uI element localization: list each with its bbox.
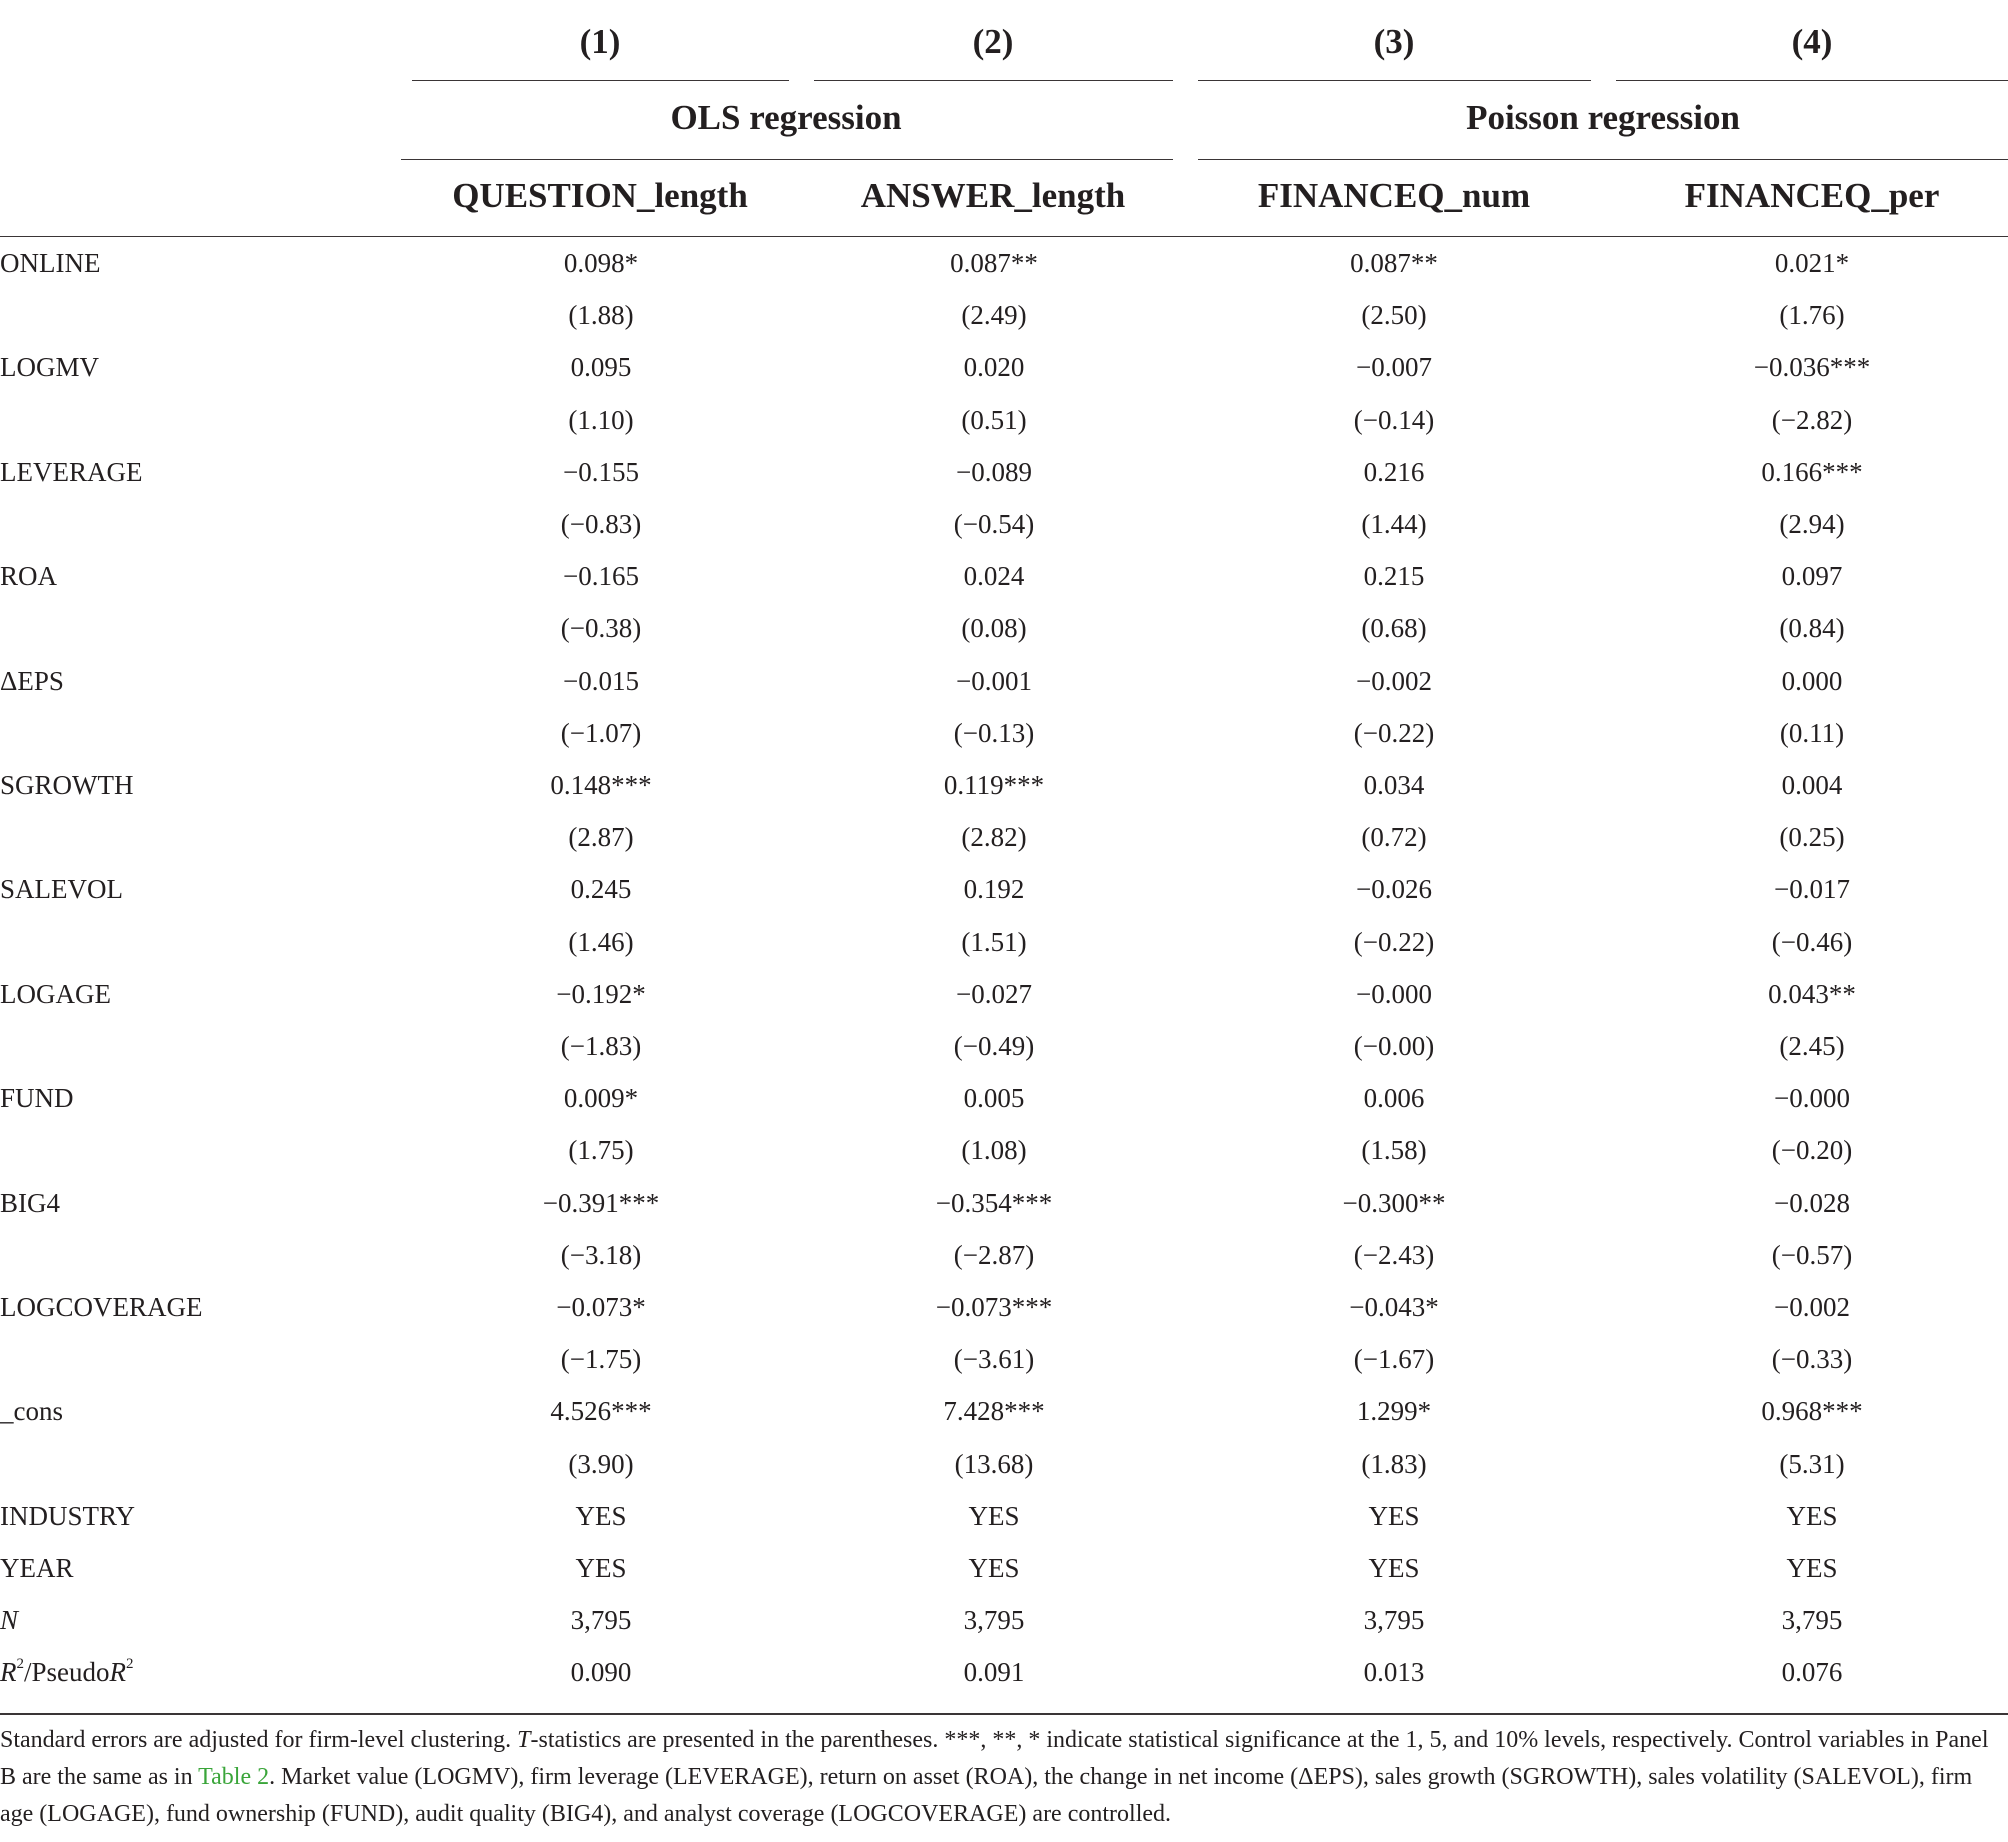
note-text-2: -statistics are presented in the parentheses. ***, **, * indicate statistical significance at the 1, 5, and 10% levels, respectively. Control variables in Panel B are the same as in bbox=[0, 1727, 1989, 1790]
table-cell: 0.968*** bbox=[1761, 1396, 1863, 1427]
table-row bbox=[0, 446, 2008, 498]
row-label: SGROWTH bbox=[0, 770, 134, 800]
table-cell: (13.68) bbox=[954, 1448, 1034, 1479]
table-row bbox=[0, 655, 2008, 707]
table-row bbox=[0, 1124, 2008, 1176]
table-cell: −0.354*** bbox=[935, 1187, 1053, 1218]
table-cell: −0.002 bbox=[1356, 665, 1432, 696]
table-row bbox=[0, 811, 2008, 863]
table-cell: 0.091 bbox=[963, 1657, 1025, 1688]
row-label: LOGCOVERAGE bbox=[0, 1292, 203, 1322]
table-cell: −0.155 bbox=[563, 456, 639, 487]
table-row bbox=[0, 1229, 2008, 1281]
rule-poisson bbox=[1198, 159, 2008, 160]
table-cell: YES bbox=[1786, 1553, 1838, 1583]
table-cell: −0.000 bbox=[1774, 1083, 1850, 1114]
table-row bbox=[0, 1281, 2008, 1333]
table-cell: 0.095 bbox=[570, 352, 632, 383]
rule-col4 bbox=[1616, 80, 2008, 81]
table-row bbox=[0, 863, 2008, 915]
table-cell: (0.51) bbox=[961, 404, 1027, 435]
r2-label-part: R bbox=[0, 1657, 17, 1688]
column-number-3: (3) bbox=[1373, 22, 1415, 61]
table-row bbox=[0, 1594, 2008, 1646]
column-number-4: (4) bbox=[1791, 22, 1833, 61]
table-cell: 0.009* bbox=[563, 1083, 639, 1114]
table-row bbox=[0, 1385, 2008, 1437]
table-row bbox=[0, 707, 2008, 759]
table-cell: −0.007 bbox=[1356, 352, 1432, 383]
column-number-1: (1) bbox=[579, 22, 621, 61]
table-cell: (1.44) bbox=[1361, 509, 1427, 539]
table-cell: 3,795 bbox=[1363, 1605, 1425, 1636]
table-cell: (−1.83) bbox=[560, 1031, 642, 1061]
table-cell: (2.49) bbox=[961, 300, 1027, 331]
table-cell: (−0.57) bbox=[1771, 1239, 1853, 1270]
table-cell: (−0.22) bbox=[1353, 926, 1435, 957]
table-cell: YES bbox=[1786, 1500, 1838, 1531]
table-cell: (−0.14) bbox=[1353, 404, 1435, 435]
table-cell: 0.013 bbox=[1363, 1657, 1425, 1688]
table-cell: 3,795 bbox=[963, 1605, 1025, 1636]
table-row bbox=[0, 1438, 2008, 1490]
table-cell: −0.073* bbox=[556, 1292, 646, 1322]
table-cell: 0.215 bbox=[1363, 561, 1425, 592]
table-row bbox=[0, 341, 2008, 393]
table-cell: (3.90) bbox=[568, 1448, 634, 1479]
table-cell: −0.026 bbox=[1356, 874, 1432, 905]
table-cell: (−1.07) bbox=[560, 717, 642, 748]
table-cell: (−0.33) bbox=[1771, 1344, 1853, 1375]
r2-label-part: 2 bbox=[16, 1656, 24, 1673]
table-cell: (−3.61) bbox=[953, 1344, 1035, 1375]
table-row bbox=[0, 550, 2008, 602]
row-label: INDUSTRY bbox=[0, 1500, 136, 1531]
table-row bbox=[0, 759, 2008, 811]
row-label: ROA bbox=[0, 561, 58, 592]
table-cell: (−2.43) bbox=[1353, 1239, 1435, 1270]
column-header-financeq-num: FINANCEQ_num bbox=[1257, 176, 1531, 215]
table-row bbox=[0, 237, 2008, 289]
table-cell: −0.015 bbox=[563, 665, 639, 696]
table-cell: (1.88) bbox=[568, 300, 634, 331]
row-label: ONLINE bbox=[0, 248, 101, 278]
table-cell: (1.76) bbox=[1779, 300, 1845, 331]
table-cell: 0.097 bbox=[1781, 561, 1843, 592]
table-cell: YES bbox=[968, 1500, 1020, 1531]
table-cell: 0.034 bbox=[1363, 770, 1425, 800]
table-cell: (−0.22) bbox=[1353, 717, 1435, 748]
table-cell: YES bbox=[1368, 1500, 1420, 1531]
row-label: N bbox=[0, 1605, 19, 1636]
table-cell: (2.94) bbox=[1779, 509, 1845, 539]
table-cell: YES bbox=[575, 1553, 627, 1583]
table-cell: (1.83) bbox=[1361, 1448, 1427, 1479]
column-header-answer-length: ANSWER_length bbox=[860, 176, 1126, 215]
table-cell: −0.391*** bbox=[542, 1187, 660, 1218]
table-cell: −0.192* bbox=[556, 978, 646, 1009]
table-cell: (−0.38) bbox=[560, 613, 642, 644]
row-label: FUND bbox=[0, 1083, 74, 1114]
table-row bbox=[0, 1072, 2008, 1124]
table-cell: 4.526*** bbox=[550, 1396, 652, 1427]
table-row bbox=[0, 498, 2008, 550]
table-cell: −0.089 bbox=[956, 456, 1032, 487]
table-cell: 0.087** bbox=[950, 248, 1038, 278]
table-cell: (−3.18) bbox=[560, 1239, 642, 1270]
table-cell: (−2.82) bbox=[1771, 404, 1853, 435]
column-number-2: (2) bbox=[972, 22, 1014, 61]
table-cell: YES bbox=[968, 1553, 1020, 1583]
rule-col2 bbox=[814, 80, 1173, 81]
table-cell: 0.119*** bbox=[943, 770, 1045, 800]
row-label: LOGMV bbox=[0, 352, 99, 383]
note-t-italic: T bbox=[517, 1727, 531, 1753]
r2-label-part: 2 bbox=[126, 1656, 134, 1673]
table-cell: 0.192 bbox=[963, 874, 1025, 905]
table-row-r2 bbox=[0, 1646, 2008, 1698]
table-row bbox=[0, 916, 2008, 968]
table-row bbox=[0, 1333, 2008, 1385]
table-cell: 0.000 bbox=[1781, 665, 1843, 696]
table-cell: (−0.54) bbox=[953, 509, 1035, 539]
table-cell: (2.87) bbox=[568, 822, 634, 853]
table-cell: 0.020 bbox=[963, 352, 1025, 383]
table-cell: (−0.49) bbox=[953, 1031, 1035, 1061]
table-cell: (−0.46) bbox=[1771, 926, 1853, 957]
table-cell: (1.08) bbox=[961, 1135, 1027, 1166]
table-cell: 0.216 bbox=[1363, 456, 1425, 487]
table-cell: 7.428*** bbox=[943, 1396, 1045, 1427]
row-label: ΔEPS bbox=[0, 665, 64, 696]
table-cell: (−0.83) bbox=[560, 509, 642, 539]
table-row bbox=[0, 1542, 2008, 1594]
table-cell: 0.245 bbox=[570, 874, 632, 905]
table-cell: (1.58) bbox=[1361, 1135, 1427, 1166]
table-cell: (−0.00) bbox=[1353, 1031, 1435, 1061]
row-label: SALEVOL bbox=[0, 874, 123, 905]
table-cell: (2.50) bbox=[1361, 300, 1427, 331]
table-cell: 0.098* bbox=[563, 248, 639, 278]
note-text-1: Standard errors are adjusted for firm-level clustering. bbox=[0, 1727, 518, 1753]
table-cell: −0.001 bbox=[956, 665, 1032, 696]
table-2-link[interactable]: Table 2 bbox=[198, 1764, 270, 1790]
table-cell: (−0.13) bbox=[953, 717, 1035, 748]
column-header-question-length: QUESTION_length bbox=[452, 176, 748, 215]
rule-col1 bbox=[412, 80, 789, 81]
table-cell: −0.043* bbox=[1349, 1292, 1439, 1322]
r2-label-part: R bbox=[109, 1657, 127, 1688]
table-cell: 3,795 bbox=[1781, 1605, 1843, 1636]
table-cell: −0.300** bbox=[1342, 1187, 1446, 1218]
table-cell: (−1.75) bbox=[560, 1344, 642, 1375]
r2-label-part: /Pseudo bbox=[24, 1657, 110, 1688]
table-cell: 0.004 bbox=[1781, 770, 1843, 800]
table-cell: (1.75) bbox=[568, 1135, 634, 1166]
table-cell: (2.45) bbox=[1779, 1031, 1845, 1061]
table-cell: (1.10) bbox=[568, 404, 634, 435]
rule-ols bbox=[401, 159, 1173, 160]
table-cell: (2.82) bbox=[961, 822, 1027, 853]
table-row bbox=[0, 602, 2008, 654]
table-cell: −0.000 bbox=[1356, 978, 1432, 1009]
table-cell: 0.087** bbox=[1350, 248, 1438, 278]
table-cell: −0.073*** bbox=[935, 1292, 1053, 1322]
table-cell: (1.51) bbox=[961, 926, 1027, 957]
table-bottom-rule bbox=[0, 1713, 2008, 1715]
table-row bbox=[0, 1490, 2008, 1542]
table-row bbox=[0, 1020, 2008, 1072]
table-row bbox=[0, 968, 2008, 1020]
rule-col3 bbox=[1198, 80, 1591, 81]
table-footnote bbox=[0, 1722, 2000, 1833]
table-cell: 0.021* bbox=[1774, 248, 1850, 278]
table-cell: 0.005 bbox=[963, 1083, 1025, 1114]
row-label-r2 bbox=[0, 1646, 134, 1698]
table-cell: (−1.67) bbox=[1353, 1344, 1435, 1375]
column-header-financeq-per: FINANCEQ_per bbox=[1684, 176, 1940, 215]
table-row bbox=[0, 394, 2008, 446]
table-cell: (−0.20) bbox=[1771, 1135, 1853, 1166]
table-cell: (1.46) bbox=[568, 926, 634, 957]
table-cell: (−2.87) bbox=[953, 1239, 1035, 1270]
table-cell: YES bbox=[1368, 1553, 1420, 1583]
table-cell: 3,795 bbox=[570, 1605, 632, 1636]
row-label: LEVERAGE bbox=[0, 456, 143, 487]
table-cell: (5.31) bbox=[1779, 1448, 1845, 1479]
table-cell: 0.076 bbox=[1781, 1657, 1843, 1688]
group-ols: OLS regression bbox=[670, 98, 902, 137]
row-label: BIG4 bbox=[0, 1187, 60, 1218]
table-cell: (0.25) bbox=[1779, 822, 1845, 853]
table-cell: (0.11) bbox=[1779, 717, 1845, 748]
table-cell: 0.006 bbox=[1363, 1083, 1425, 1114]
table-cell: 0.090 bbox=[570, 1657, 632, 1688]
table-cell: 0.148*** bbox=[550, 770, 652, 800]
table-row bbox=[0, 289, 2008, 341]
row-label: _cons bbox=[0, 1396, 63, 1427]
table-cell: −0.036*** bbox=[1753, 352, 1871, 383]
table-cell: −0.002 bbox=[1774, 1292, 1850, 1322]
table-cell: −0.165 bbox=[563, 561, 639, 592]
table-cell: 1.299* bbox=[1356, 1396, 1432, 1427]
table-cell: (0.72) bbox=[1361, 822, 1427, 853]
table-cell: 0.166*** bbox=[1761, 456, 1863, 487]
table-row bbox=[0, 1177, 2008, 1229]
table-cell: −0.017 bbox=[1774, 874, 1850, 905]
table-cell: (0.08) bbox=[961, 613, 1027, 644]
table-cell: −0.028 bbox=[1774, 1187, 1850, 1218]
table-cell: (0.68) bbox=[1361, 613, 1427, 644]
table-cell: 0.043** bbox=[1768, 978, 1856, 1009]
table-cell: YES bbox=[575, 1500, 627, 1531]
row-label: YEAR bbox=[0, 1553, 74, 1583]
table-cell: 0.024 bbox=[963, 561, 1025, 592]
row-label: LOGAGE bbox=[0, 978, 111, 1009]
table-cell: (0.84) bbox=[1779, 613, 1845, 644]
table-cell: −0.027 bbox=[956, 978, 1032, 1009]
group-poisson: Poisson regression bbox=[1466, 98, 1740, 137]
note-text-3: . Market value (LOGMV), firm leverage (LEVERAGE), return on asset (ROA), the change in net income (ΔEPS), sales growth (SGROWTH), sales volatility (SALEVOL), firm age (LOGAGE), fund ownership (FUND), audit quality (BIG4), and analyst coverage (LOGCOVERAGE) are controlled. bbox=[0, 1764, 1973, 1827]
